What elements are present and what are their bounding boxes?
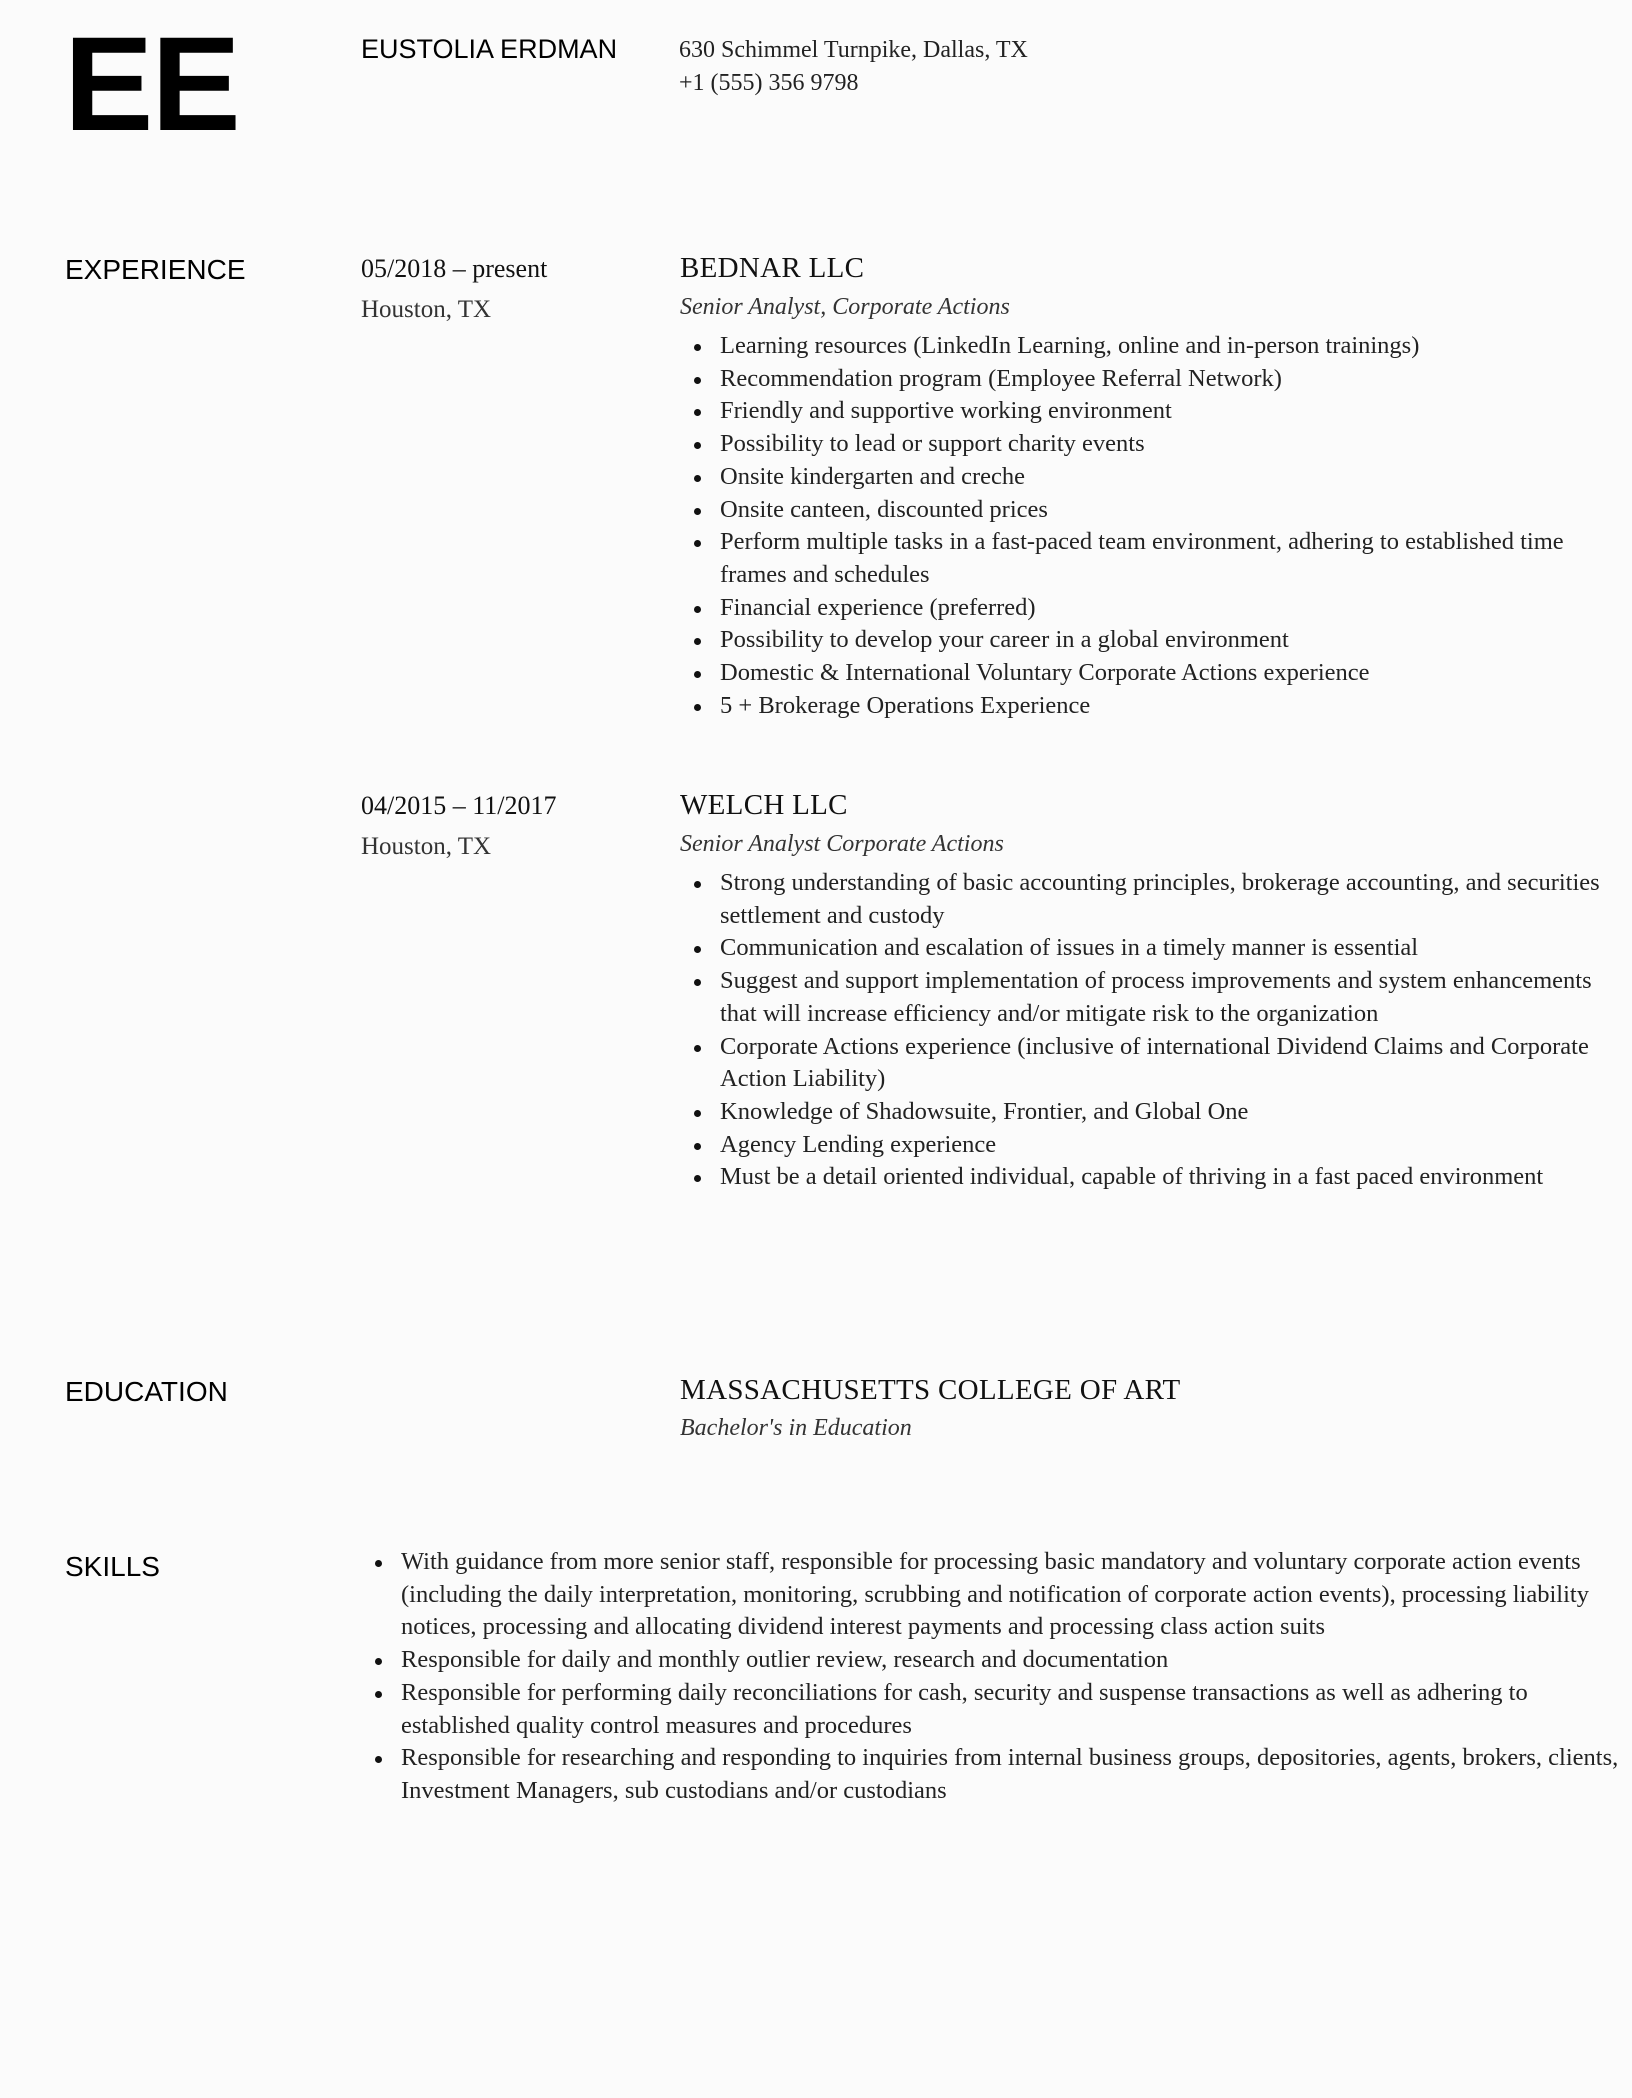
job-role: Senior Analyst, Corporate Actions [680, 294, 1010, 320]
contact-block [679, 34, 1028, 100]
list-item: Possibility to lead or support charity events [680, 428, 1620, 461]
list-item: Friendly and supportive working environment [680, 395, 1620, 428]
address: 630 Schimmel Turnpike, Dallas, TX [679, 37, 1028, 63]
job-location: Houston, TX [361, 296, 492, 323]
list-item: 5 + Brokerage Operations Experience [680, 690, 1620, 723]
job-location: Houston, TX [361, 833, 492, 860]
list-item: Domestic & International Voluntary Corporate Actions experience [680, 657, 1620, 690]
list-item: Suggest and support implementation of process improvements and system enhancements that will increase efficiency and/or mitigate risk to the organization [680, 965, 1620, 1030]
list-item: Responsible for daily and monthly outlier review, research and documentation [361, 1644, 1621, 1677]
list-item: Responsible for performing daily reconciliations for cash, security and suspense transactions as well as adhering to established quality control measures and procedures [361, 1677, 1621, 1742]
list-item: Onsite kindergarten and creche [680, 461, 1620, 494]
company-name: BEDNAR LLC [680, 252, 865, 284]
skills-list [361, 1546, 1621, 1808]
list-item: Perform multiple tasks in a fast-paced team environment, adhering to established time frames and schedules [680, 526, 1620, 591]
job-bullets [680, 330, 1620, 722]
company-name: WELCH LLC [680, 789, 848, 821]
job-bullets [680, 867, 1620, 1194]
list-item: Knowledge of Shadowsuite, Frontier, and Global One [680, 1096, 1620, 1129]
job-role: Senior Analyst Corporate Actions [680, 831, 1004, 857]
list-item: Agency Lending experience [680, 1129, 1620, 1162]
list-item: Onsite canteen, discounted prices [680, 494, 1620, 527]
list-item: Financial experience (preferred) [680, 592, 1620, 625]
candidate-name: EUSTOLIA ERDMAN [361, 34, 618, 64]
list-item: Communication and escalation of issues in a timely manner is essential [680, 932, 1620, 965]
list-item: Responsible for researching and responding to inquiries from internal business groups, depositories, agents, brokers, clients, Investment Managers, sub custodians and/or custodians [361, 1742, 1621, 1807]
list-item: Learning resources (LinkedIn Learning, online and in-person trainings) [680, 330, 1620, 363]
degree: Bachelor's in Education [680, 1415, 912, 1441]
phone: +1 (555) 356 9798 [679, 70, 859, 96]
list-item: Recommendation program (Employee Referral Network) [680, 363, 1620, 396]
section-title-skills: SKILLS [65, 1551, 160, 1582]
school-name: MASSACHUSETTS COLLEGE OF ART [680, 1374, 1181, 1406]
list-item: Strong understanding of basic accounting principles, brokerage accounting, and securities settlement and custody [680, 867, 1620, 932]
list-item: Corporate Actions experience (inclusive of international Dividend Claims and Corporate Action Liability) [680, 1031, 1620, 1096]
section-title-experience: EXPERIENCE [65, 254, 246, 285]
list-item: With guidance from more senior staff, responsible for processing basic mandatory and voluntary corporate action events (including the daily interpretation, monitoring, scrubbing and notification of corporate action events), processing liability notices, processing and allocating dividend interest payments and processing class action suits [361, 1546, 1621, 1644]
section-title-education: EDUCATION [65, 1376, 228, 1407]
monogram: EE [64, 10, 239, 159]
list-item: Possibility to develop your career in a global environment [680, 624, 1620, 657]
job-dates: 04/2015 – 11/2017 [361, 791, 557, 820]
list-item: Must be a detail oriented individual, capable of thriving in a fast paced environment [680, 1161, 1620, 1194]
job-dates: 05/2018 – present [361, 254, 548, 283]
